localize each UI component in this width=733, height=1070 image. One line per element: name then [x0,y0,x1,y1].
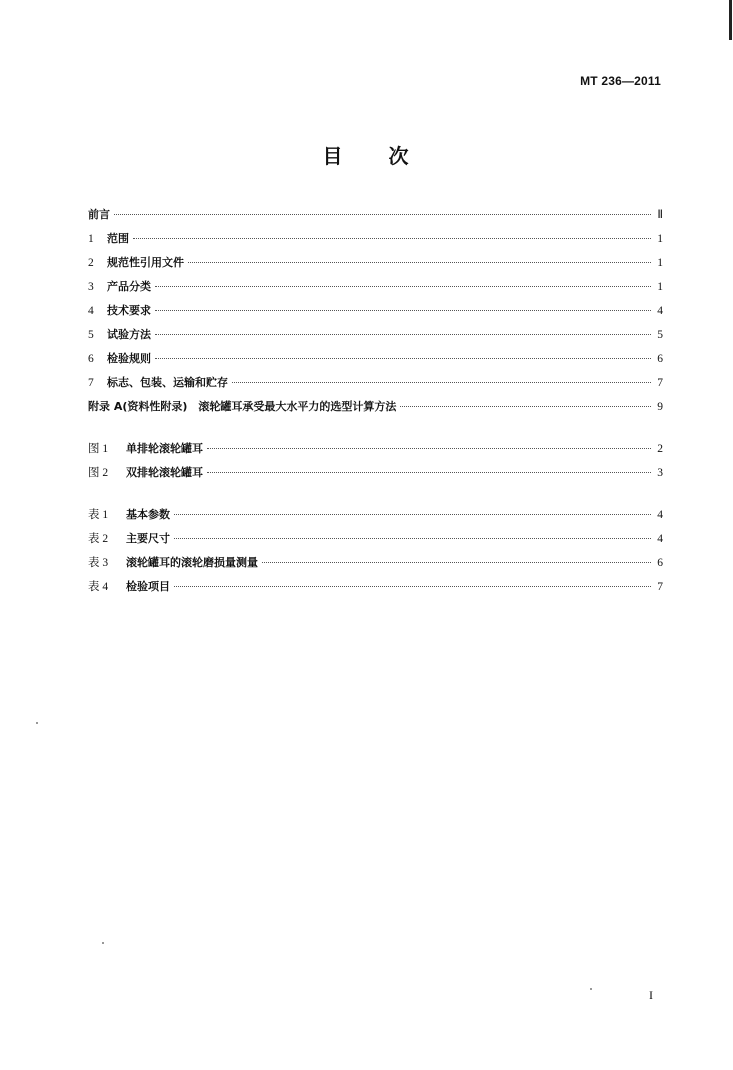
toc-entry-number: 7 [88,377,94,389]
toc-entry-number: 1 [88,233,94,245]
scan-speck [36,722,38,724]
toc-sections [88,203,663,419]
page-number: I [649,988,653,1002]
toc-entry-table-4[interactable] [88,575,663,599]
toc-entry-1[interactable] [88,227,663,251]
toc-entry-page: 6 [657,353,663,365]
toc-entry-text: 规范性引用文件 [107,256,184,269]
toc-entry-number: 3 [88,281,94,293]
toc-entry-text: 检验项目 [126,580,170,593]
toc-entry-number: 2 [88,257,94,269]
toc-entry-text: 附录 A(资料性附录) 滚轮罐耳承受最大水平力的选型计算方法 [88,400,397,413]
leader-dots [400,406,651,407]
toc-figures [88,437,663,485]
toc-entry-number: 6 [88,353,94,365]
leader-dots [188,262,651,263]
toc-entry-text: 单排轮滚轮罐耳 [126,442,203,455]
leader-dots [207,472,651,473]
leader-dots [155,358,651,359]
toc-entry-7[interactable] [88,371,663,395]
toc-entry-number: 4 [88,305,94,317]
toc-entry-table-3[interactable] [88,551,663,575]
leader-dots [174,586,651,587]
toc-entry-5[interactable] [88,323,663,347]
leader-dots [207,448,651,449]
toc-entry-number: 图 2 [88,467,109,479]
toc-entry-number: 表 2 [88,533,109,545]
toc-entry-text: 基本参数 [126,508,170,521]
toc-entry-page: 7 [657,377,663,389]
toc-entry-number: 5 [88,329,94,341]
toc-entry-figure-2[interactable] [88,461,663,485]
standard-code: MT 236—2011 [580,74,661,88]
toc-entry-foreword[interactable] [88,203,663,227]
toc-entry-page: 1 [657,281,663,293]
toc-entry-text: 双排轮滚轮罐耳 [126,466,203,479]
leader-dots [232,382,651,383]
toc-entry-page: 1 [657,257,663,269]
toc-entry-page: 3 [657,467,663,479]
toc-entry-number: 图 1 [88,443,109,455]
toc-entry-number: 表 1 [88,509,109,521]
toc-entry-page: 4 [657,533,663,545]
toc-entry-text: 滚轮罐耳的滚轮磨损量测量 [126,556,258,569]
toc-entry-page: 6 [657,557,663,569]
leader-dots [155,334,651,335]
toc-entry-2[interactable] [88,251,663,275]
toc-entry-page: 4 [657,509,663,521]
toc-entry-page: 2 [657,443,663,455]
toc-entry-text: 主要尺寸 [126,532,170,545]
toc-entry-3[interactable] [88,275,663,299]
scan-edge-mark [729,0,732,40]
toc-entry-table-1[interactable] [88,503,663,527]
toc-entry-6[interactable] [88,347,663,371]
leader-dots [155,310,651,311]
toc-entry-page: 1 [657,233,663,245]
toc-entry-text: 范围 [107,232,129,245]
toc-entry-text: 试验方法 [107,328,151,341]
title-char-2: 次 [388,144,411,168]
toc-entry-page: 4 [657,305,663,317]
leader-dots [155,286,651,287]
toc-entry-number: 表 3 [88,557,109,569]
scan-speck [102,942,104,944]
toc-entry-number: 表 4 [88,581,109,593]
toc-entry-appendix-a[interactable] [88,395,663,419]
table-of-contents [88,203,663,599]
toc-entry-text: 前言 [88,208,110,221]
scan-speck [590,988,592,990]
leader-dots [262,562,651,563]
toc-entry-text: 产品分类 [107,280,151,293]
toc-entry-page: 5 [657,329,663,341]
toc-entry-text: 技术要求 [107,304,151,317]
title-char-1: 目 [322,144,345,168]
page-title [0,140,733,169]
toc-entry-4[interactable] [88,299,663,323]
toc-entry-page: Ⅱ [657,209,663,221]
toc-entry-text: 检验规则 [107,352,151,365]
toc-entry-page: 7 [657,581,663,593]
toc-entry-text: 标志、包装、运输和贮存 [107,376,228,389]
leader-dots [174,514,651,515]
leader-dots [133,238,651,239]
toc-tables [88,503,663,599]
toc-entry-figure-1[interactable] [88,437,663,461]
toc-entry-table-2[interactable] [88,527,663,551]
toc-entry-page: 9 [657,401,663,413]
leader-dots [174,538,651,539]
leader-dots [114,214,651,215]
